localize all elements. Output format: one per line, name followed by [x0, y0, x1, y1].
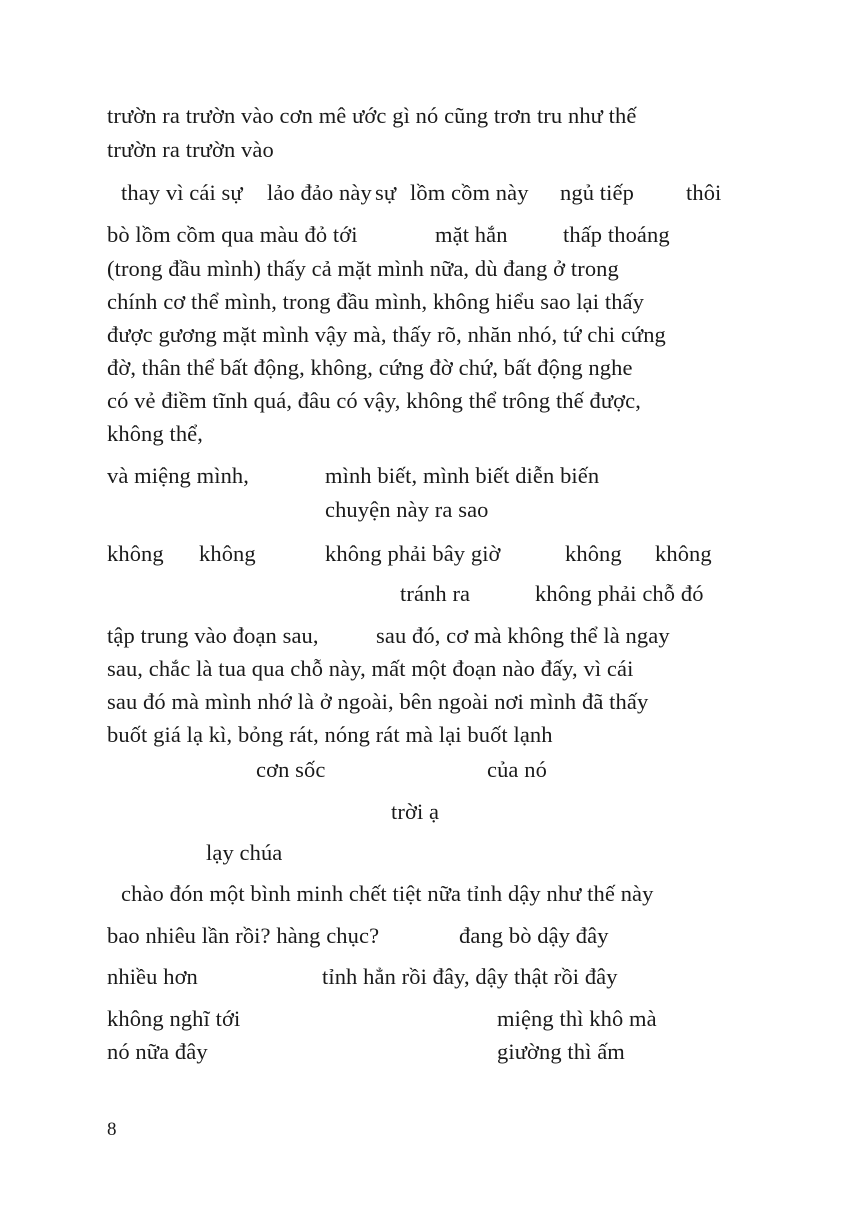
text-line-22: chào đón một bình minh chết tiệt nữa tỉnh dậy như thế này — [121, 881, 654, 906]
text-fragment: sau đó, cơ mà không thể là ngay — [376, 623, 670, 648]
text-line-10: không thể, — [107, 421, 203, 446]
text-fragment: của nó — [487, 757, 547, 782]
text-line-9: có vẻ điềm tĩnh quá, đâu có vậy, không thể trông thế được, — [107, 388, 641, 413]
text-fragment: mình biết, mình biết diễn biến — [325, 463, 600, 488]
text-fragment: và miệng mình, — [107, 463, 250, 488]
text-fragment: lảo đảo này — [267, 180, 372, 205]
text-fragment: đang bò dậy đây — [459, 923, 609, 948]
text-fragment: không nghĩ tới — [107, 1006, 241, 1031]
page-number: 8 — [107, 1119, 117, 1140]
text-line-8: đờ, thân thể bất động, không, cứng đờ chứ, bất động nghe — [107, 355, 633, 380]
text-fragment: lồm cồm này — [410, 180, 529, 205]
text-line-17: sau đó mà mình nhớ là ở ngoài, bên ngoài nơi mình đã thấy — [107, 689, 649, 714]
text-fragment: không — [199, 541, 256, 566]
text-fragment: mặt hắn — [435, 222, 508, 247]
text-line-5: (trong đầu mình) thấy cả mặt mình nữa, dù đang ở trong — [107, 256, 619, 281]
text-fragment: bao nhiêu lần rồi? hàng chục? — [107, 923, 380, 948]
text-fragment: thôi — [686, 180, 722, 205]
text-fragment: thay vì cái sự — [121, 180, 243, 205]
text-line-6: chính cơ thể mình, trong đầu mình, không hiểu sao lại thấy — [107, 289, 644, 314]
text-fragment: sự — [375, 180, 397, 205]
text-line-18: buốt giá lạ kì, bỏng rát, nóng rát mà lại buốt lạnh — [107, 722, 553, 747]
text-fragment: miệng thì khô mà — [497, 1006, 657, 1031]
text-fragment: không phải chỗ đó — [535, 581, 704, 606]
text-fragment: không — [565, 541, 622, 566]
text-fragment: chuyện này ra sao — [325, 497, 489, 522]
text-line-16: sau, chắc là tua qua chỗ này, mất một đoạn nào đấy, vì cái — [107, 656, 634, 681]
text-fragment: ngủ tiếp — [560, 180, 634, 205]
text-fragment: trời ạ — [391, 799, 440, 824]
text-fragment: không phải bây giờ — [325, 541, 501, 566]
text-fragment: giường thì ấm — [497, 1039, 625, 1064]
text-fragment: thấp thoáng — [563, 222, 670, 247]
text-fragment: tránh ra — [400, 581, 471, 606]
text-line-7: được gương mặt mình vậy mà, thấy rõ, nhăn nhó, tứ chi cứng — [107, 322, 666, 347]
text-fragment: cơn sốc — [256, 757, 326, 782]
text-fragment: tỉnh hẳn rồi đây, dậy thật rồi đây — [322, 964, 618, 989]
text-fragment: nhiều hơn — [107, 964, 198, 989]
text-fragment: nó nữa đây — [107, 1039, 208, 1064]
text-line-2: trườn ra trườn vào — [107, 137, 274, 162]
text-fragment: không — [655, 541, 712, 566]
text-line-1: trườn ra trườn vào cơn mê ước gì nó cũng trơn tru như thế — [107, 103, 637, 128]
text-fragment: không — [107, 541, 164, 566]
text-fragment: tập trung vào đoạn sau, — [107, 623, 319, 648]
text-fragment: bò lồm cồm qua màu đỏ tới — [107, 222, 358, 247]
text-fragment: lạy chúa — [206, 840, 283, 865]
